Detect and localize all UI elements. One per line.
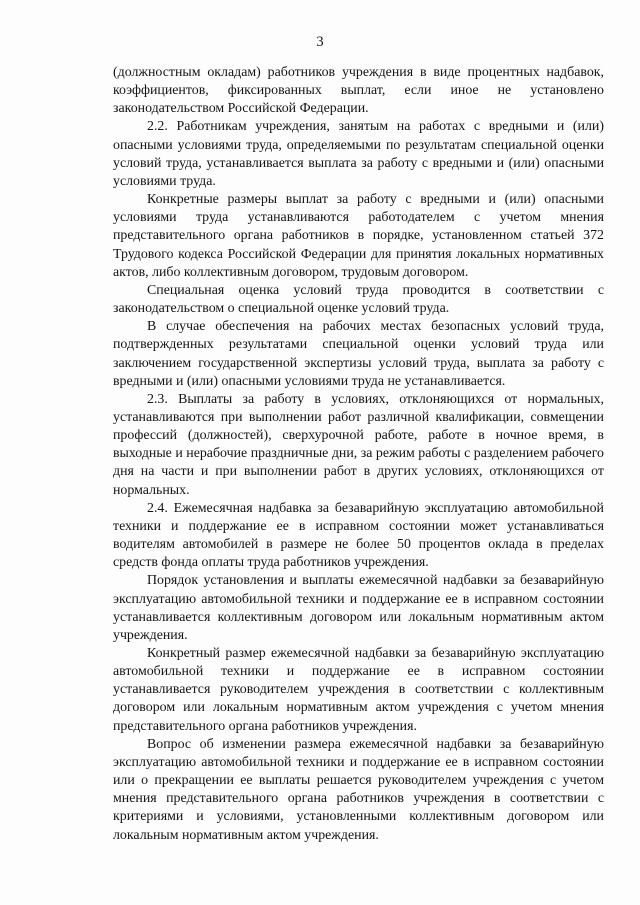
paragraph-safe-conditions: В случае обеспечения на рабочих местах безопасных условий труда, подтвержденных результатами специальной оценки условий труда или заключением государственной экспертизы условий труда, выплата за работу с вредными и (или) опасными условиями труда не устанавливается.: [113, 319, 604, 389]
paragraph-special-assessment: Специальная оценка условий труда проводится в соответствии с законодательством о специальной оценке условий труда.: [113, 282, 604, 317]
paragraph-hazard-payment-amounts: Конкретные размеры выплат за работу с вредными и (или) опасными условиями труда устанавливаются работодателем с учетом мнения представительного органа работников в порядке, установленном статьей 372 Трудового кодекса Российской Федерации для принятия локальных нормативных актов, либо коллективным договором, трудовым договором.: [113, 192, 604, 280]
document-body: [113, 64, 604, 845]
paragraph-bonus-procedure: Порядок установления и выплаты ежемесячной надбавки за безаварийную эксплуатацию автомобильной техники и поддержание ее в исправном состоянии устанавливается коллективным договором или локальным нормативным актом учреждения.: [113, 573, 604, 643]
paragraph-bonus-change: Вопрос об изменении размера ежемесячной надбавки за безаварийную эксплуатацию автомобильной техники и поддержание ее в исправном состоянии или о прекращении ее выплаты решается руководителем учреждения с учетом мнения представительного органа работников учреждения в соответствии с критериями и условиями, установленными коллективным договором или локальным нормативным актом учреждения.: [113, 736, 604, 843]
paragraph-bonus-amount: Конкретный размер ежемесячной надбавки за безаварийную эксплуатацию автомобильной техники и поддержание ее в исправном состоянии устанавливается руководителем учреждения в соответствии с коллективным договором или локальным нормативным актом учреждения с учетом мнения представительного органа работников учреждения.: [113, 646, 604, 734]
paragraph-continuation: (должностным окладам) работников учреждения в виде процентных надбавок, коэффициентов, фиксированных выплат, если иное не установлено законодательством Российской Федерации.: [113, 65, 604, 117]
paragraph-2-2: 2.2. Работникам учреждения, занятым на работах с вредными и (или) опасными условиями труда, определяемыми по результатам специальной оценки условий труда, устанавливается выплата за работу с вредными и (или) опасными условиями труда.: [113, 119, 604, 189]
paragraph-2-3: 2.3. Выплаты за работу в условиях, отклоняющихся от нормальных, устанавливаются при выполнении работ различной квалификации, совмещении профессий (должностей), сверхурочной работе, работе в ночное время, в выходные и нерабочие праздничные дни, за режим работы с разделением рабочего дня на части и при выполнении работ в других условиях, отклоняющихся от нормальных.: [113, 391, 604, 498]
page-number: 3: [316, 34, 324, 50]
paragraph-2-4: 2.4. Ежемесячная надбавка за безаварийную эксплуатацию автомобильной техники и поддержание ее в исправном состоянии может устанавливаться водителям автомобилей в размере не более 50 процентов оклада в пределах средств фонда оплаты труда работников учреждения.: [113, 500, 604, 571]
